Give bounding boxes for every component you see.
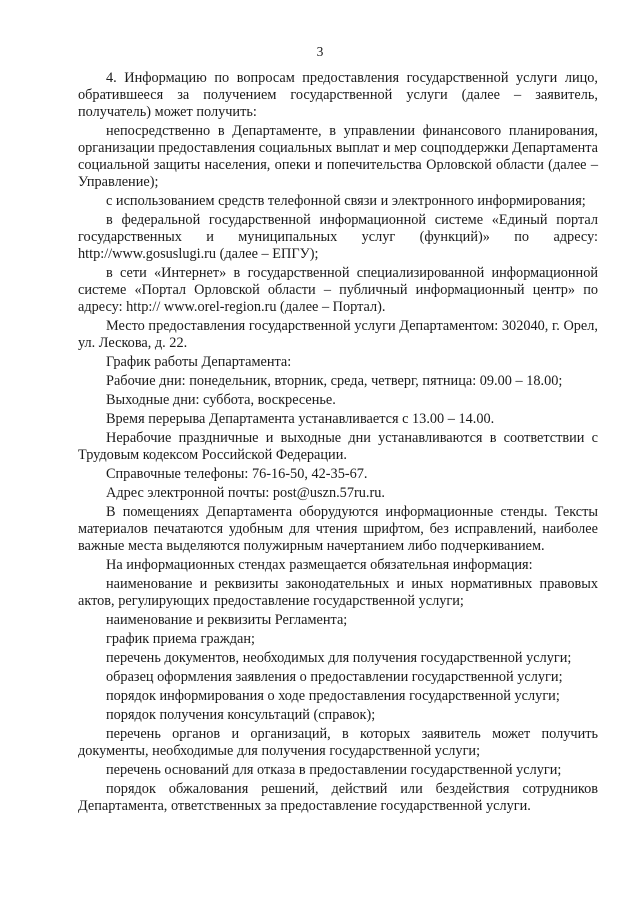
paragraph-stand-info-heading: На информационных стендах размещается обязательная информация: bbox=[106, 557, 533, 573]
paragraph-in-department: непосредственно в Департаменте, в управлении финансового планирования, организации предоставления социальных выплат и мер соцподдержки Департамента социальной защиты населения, опеки и попечительства Орловской области (далее – Управление); bbox=[78, 123, 598, 190]
paragraph-item-4: 4. Информацию по вопросам предоставления государственной услуги лицо, обратившееся за получением государственной услуги (далее – заявитель, получатель) может получить: bbox=[78, 70, 598, 120]
list-item-application-sample: образец оформления заявления о предоставлении государственной услуги; bbox=[106, 669, 563, 685]
paragraph-days-off: Выходные дни: суббота, воскресенье. bbox=[106, 392, 336, 408]
paragraph-working-days: Рабочие дни: понедельник, вторник, среда, четверг, пятница: 09.00 – 18.00; bbox=[106, 373, 563, 389]
paragraph-info-stands: В помещениях Департамента оборудуются информационные стенды. Тексты материалов печатаются удобным для чтения шрифтом, без исправлений, наиболее важные места выделяются полужирным начертанием либо подчеркиванием. bbox=[78, 504, 598, 554]
page-number: 3 bbox=[316, 44, 324, 59]
paragraph-internet-portal: в сети «Интернет» в государственной специализированной информационной системе «Портал Орловской области – публичный информационный центр» по адресу: http:// www.orel-region.ru (далее – Портал). bbox=[78, 265, 598, 315]
paragraph-location: Место предоставления государственной услуги Департаментом: 302040, г. Орел, ул. Лескова, д. 22. bbox=[78, 318, 598, 351]
list-item-regulation: наименование и реквизиты Регламента; bbox=[106, 612, 348, 628]
paragraph-email: Адрес электронной почты: post@uszn.57ru.ru. bbox=[106, 485, 385, 501]
list-item-appeal-procedure: порядок обжалования решений, действий или бездействия сотрудников Департамента, ответственных за предоставление государственной услуги. bbox=[78, 781, 598, 814]
list-item-organizations: перечень органов и организаций, в которых заявитель может получить документы, необходимые для получения государственной услуги; bbox=[78, 726, 598, 759]
list-item-progress-info: порядок информирования о ходе предоставления государственной услуги; bbox=[106, 688, 560, 704]
document-body bbox=[78, 66, 598, 815]
list-item-documents-list: перечень документов, необходимых для получения государственной услуги; bbox=[106, 650, 572, 666]
paragraph-holidays: Нерабочие праздничные и выходные дни устанавливаются в соответствии с Трудовым кодексом Российской Федерации. bbox=[78, 430, 598, 463]
paragraph-schedule-heading: График работы Департамента: bbox=[106, 354, 292, 370]
list-item-refusal-grounds: перечень оснований для отказа в предоставлении государственной услуги; bbox=[106, 762, 562, 778]
list-item-legal-acts: наименование и реквизиты законодательных и иных нормативных правовых актов, регулирующих предоставление государственной услуги; bbox=[78, 576, 598, 609]
list-item-reception-schedule: график приема граждан; bbox=[106, 631, 255, 647]
paragraph-phone-electronic: с использованием средств телефонной связи и электронного информирования; bbox=[106, 193, 586, 209]
paragraph-phones: Справочные телефоны: 76-16-50, 42-35-67. bbox=[106, 466, 368, 482]
paragraph-break-time: Время перерыва Департамента устанавливается с 13.00 – 14.00. bbox=[106, 411, 495, 427]
list-item-consultations: порядок получения консультаций (справок); bbox=[106, 707, 376, 723]
paragraph-epgu: в федеральной государственной информационной системе «Единый портал государственных и муниципальных услуг (функций)» по адресу: http://www.gosuslugi.ru (далее – ЕПГУ); bbox=[78, 212, 598, 262]
